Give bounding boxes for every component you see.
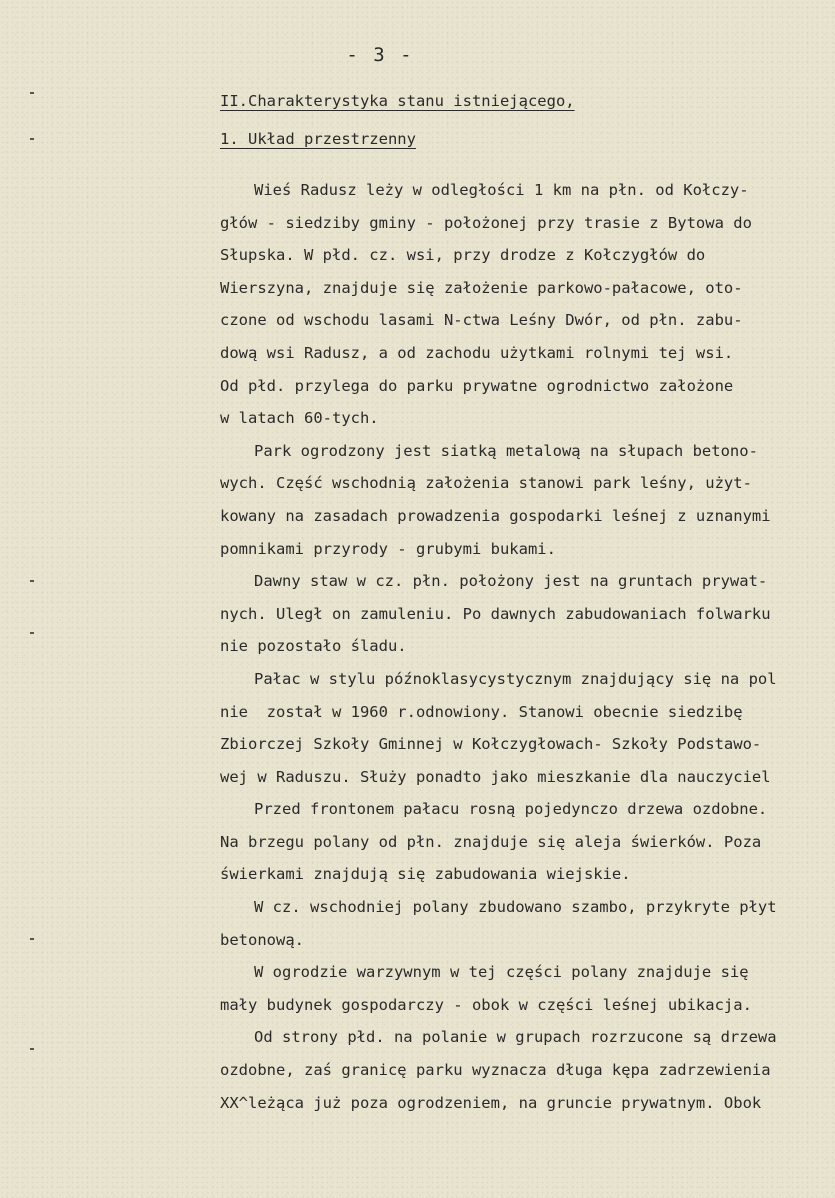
text-line: nych. Uległ on zamuleniu. Po dawnych zabudowaniach folwarku [220,604,771,623]
section-heading: II.Charakterystyka stanu istniejącego, [220,92,575,110]
text-line: Od płd. przylega do parku prywatne ogrodnictwo założone [220,376,734,395]
text-line: wej w Raduszu. Służy ponadto jako mieszkanie dla nauczyciel [220,767,771,786]
margin-mark [30,138,34,140]
text-line: ozdobne, zaś granicę parku wyznacza długa kępa zadrzewienia [220,1061,771,1080]
text-line: nie został w 1960 r.odnowiony. Stanowi obecnie siedzibę [220,702,743,721]
text-line: Dawny staw w cz. płn. położony jest na gruntach prywat- [254,572,768,591]
text-line: nie pozostało śladu. [220,637,407,656]
text-line: W cz. wschodniej polany zbudowano szambo, przykryte płyt [254,898,777,917]
text-line: pomnikami przyrody - grubymi bukami. [220,539,556,558]
body-text [220,174,835,1119]
margin-mark [30,938,34,940]
text-line: Wieś Radusz leży w odległości 1 km na płn. od Kołczy- [254,181,749,199]
text-line: Od strony płd. na polanie w grupach rozrzucone są drzewa [254,1028,777,1047]
text-line: wych. Część wschodnią założenia stanowi park leśny, użyt- [220,474,752,493]
text-line: dową wsi Radusz, a od zachodu użytkami rolnymi tej wsi. [220,343,734,362]
text-line: Park ogrodzony jest siatką metalową na słupach betono- [254,441,758,460]
text-line: Zbiorczej Szkoły Gminnej w Kołczygłowach- Szkoły Podstawo- [220,735,762,754]
text-line: świerkami znajdują się zabudowania wiejskie. [220,865,631,884]
text-line: Przed frontonem pałacu rosną pojedynczo drzewa ozdobne. [254,800,768,819]
text-line: W ogrodzie warzywnym w tej części polany znajduje się [254,963,749,982]
margin-mark [30,1048,34,1050]
subsection-heading: 1. Układ przestrzenny [220,130,416,148]
text-line: Pałac w stylu późnoklasycystycznym znajdujący się na pol [254,669,777,688]
text-line: w latach 60-tych. [220,409,379,428]
text-line: Słupska. W płd. cz. wsi, przy drodze z Kołczygłów do [220,246,706,265]
text-line: Na brzegu polany od płn. znajduje się aleja świerków. Poza [220,832,762,851]
text-line: betonową. [220,930,304,949]
text-line: kowany na zasadach prowadzenia gospodarki leśnej z uznanymi [220,506,771,525]
text-line: głów - siedziby gminy - położonej przy trasie z Bytowa do [220,213,752,232]
text-line: XX^leżąca już poza ogrodzeniem, na gruncie prywatnym. Obok [220,1093,762,1112]
margin-mark [30,632,34,634]
text-line: Wierszyna, znajduje się założenie parkowo-pałacowe, oto- [220,278,743,297]
text-line: czone od wschodu lasami N-ctwa Leśny Dwór, od płn. zabu- [220,311,743,330]
text-line: mały budynek gospodarczy - obok w części leśnej ubikacja. [220,995,752,1014]
margin-mark [30,92,34,94]
page-number: - 3 - [346,44,414,66]
margin-mark [30,580,34,582]
